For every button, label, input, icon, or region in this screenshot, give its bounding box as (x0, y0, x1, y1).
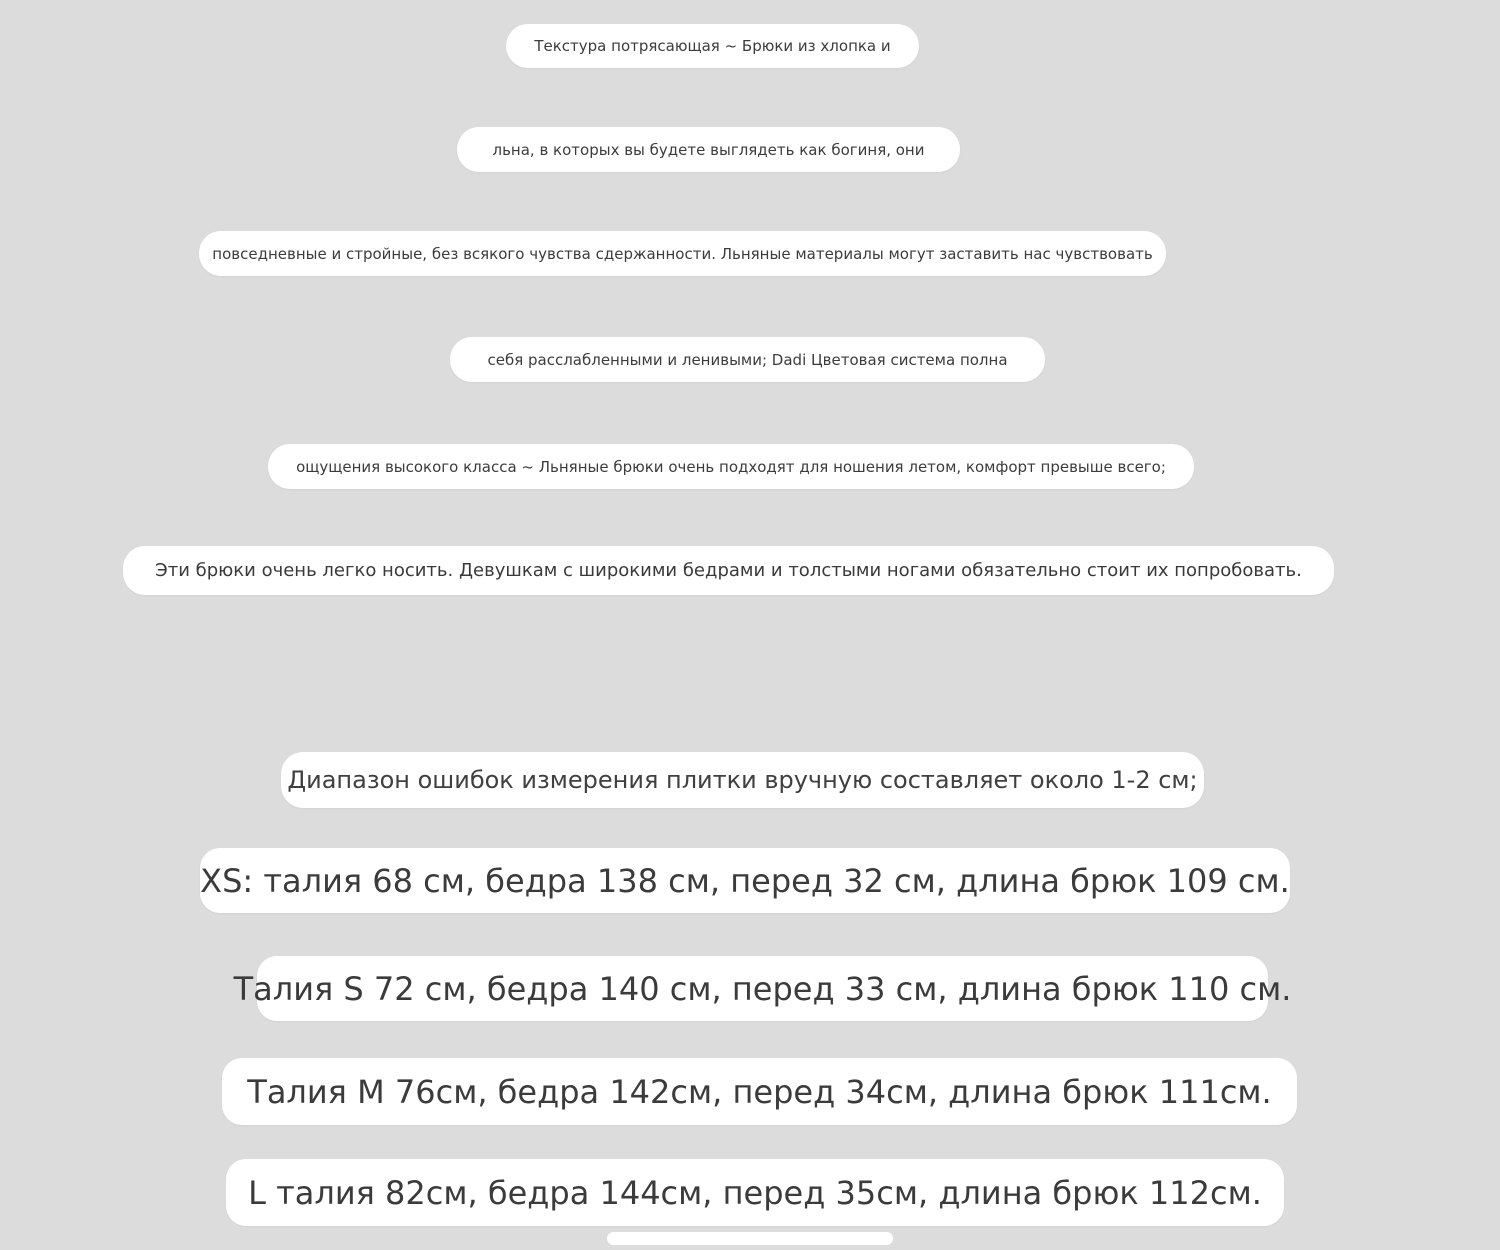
size-m-row: Талия M 76см, бедра 142см, перед 34см, длина брюк 111см. (222, 1058, 1297, 1125)
size-s-row: Талия S 72 см, бедра 140 см, перед 33 см, длина брюк 110 см. (257, 956, 1268, 1021)
description-line-3: повседневные и стройные, без всякого чувства сдержанности. Льняные материалы могут заставить нас чувствовать (199, 231, 1166, 276)
description-line-5: ощущения высокого класса ~ Льняные брюки очень подходят для ношения летом, комфорт превыше всего; (268, 444, 1194, 489)
size-xs-row: XS: талия 68 см, бедра 138 см, перед 32 см, длина брюк 109 см. (200, 848, 1290, 913)
description-line-6: Эти брюки очень легко носить. Девушкам с широкими бедрами и толстыми ногами обязательно стоит их попробовать. (123, 546, 1334, 595)
description-line-4: себя расслабленными и ленивыми; Dadi Цветовая система полна (450, 337, 1045, 382)
home-indicator[interactable] (607, 1232, 893, 1245)
size-l-row: L талия 82см, бедра 144см, перед 35см, длина брюк 112см. (226, 1159, 1284, 1226)
description-line-2: льна, в которых вы будете выглядеть как богиня, они (457, 127, 960, 172)
measurement-note: Диапазон ошибок измерения плитки вручную составляет около 1-2 см; (281, 752, 1204, 808)
description-line-1: Текстура потрясающая ~ Брюки из хлопка и (506, 24, 919, 68)
